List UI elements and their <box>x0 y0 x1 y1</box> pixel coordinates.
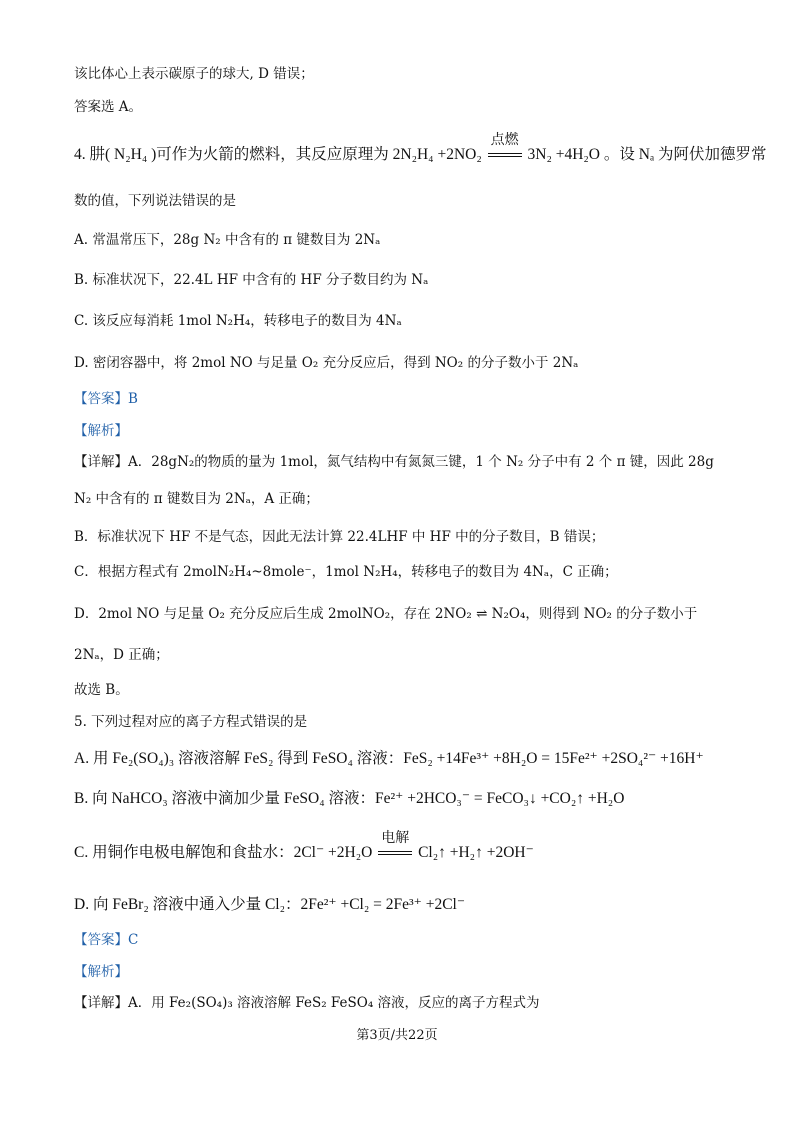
text-line: 数的值，下列说法错误的是 <box>74 193 236 209</box>
analysis-label: 【解析】 <box>74 423 128 439</box>
option-b: B. 标准状况下，22.4L HF 中含有的 HF 分子数目约为 Nₐ <box>74 272 429 288</box>
question-5-stem: 5. 下列过程对应的离子方程式错误的是 <box>74 714 308 730</box>
reaction-condition <box>376 831 414 863</box>
answer-label: 【答案】C <box>74 932 139 948</box>
option-c: C. 该反应每消耗 1mol N₂H₄，转移电子的数目为 4Nₐ <box>74 313 402 329</box>
text-line: D．2mol NO 与足量 O₂ 充分反应后生成 2molNO₂，存在 2NO₂ ⇌ N₂O₄，则得到 NO₂ 的分子数小于 <box>74 606 698 622</box>
text-line: 2Nₐ，D 正确； <box>74 647 169 663</box>
reaction-condition <box>486 133 524 165</box>
text-line: 该比体心上表示碳原子的球大, D 错误； <box>74 66 314 82</box>
option-a: A. 常温常压下，28g N₂ 中含有的 π 键数目为 2Nₐ <box>74 232 381 248</box>
option-d: D. 向 FeBr₂ 溶液中通入少量 Cl₂：2Fe²⁺ +Cl₂ = 2Fe³⁺ +2Cl⁻ <box>74 896 466 913</box>
text-segment: Cl₂↑ +H₂↑ +2OH⁻ <box>414 844 534 861</box>
equals-sign <box>488 153 522 157</box>
condition-label: 电解 <box>381 831 410 846</box>
text-segment: 4. 肼( N₂H₄ )可作为火箭的燃料，其反应原理为 2N₂H₄ +2NO₂ <box>74 146 486 163</box>
answer-label: 【答案】B <box>74 391 138 407</box>
option-b: B. 向 NaHCO₃ 溶液中滴加少量 FeSO₄ 溶液：Fe²⁺ +2HCO₃⁻ = FeCO₃↓ +CO₂↑ +H₂O <box>74 790 625 807</box>
equals-sign <box>378 851 412 855</box>
text-segment: 3N₂ +4H₂O 。设 Nₐ 为阿伏加德罗常 <box>523 146 767 163</box>
option-a: A. 用 Fe₂(SO₄)₃ 溶液溶解 FeS₂ 得到 FeSO₄ 溶液：FeS₂ +14Fe³⁺ +8H₂O = 15Fe²⁺ +2SO₄²⁻ +16H⁺ <box>74 750 704 767</box>
text-segment: C. 用铜作电极电解饱和食盐水：2Cl⁻ +2H₂O <box>74 844 377 861</box>
condition-label: 点燃 <box>490 133 519 148</box>
option-d: D. 密闭容器中，将 2mol NO 与足量 O₂ 充分反应后，得到 NO₂ 的分子数小于 2Nₐ <box>74 355 579 371</box>
option-c <box>74 831 534 863</box>
text-line: 答案选 A。 <box>74 99 143 115</box>
text-line: C．根据方程式有 2molN₂H₄~8mole⁻，1mol N₂H₄，转移电子的数目为 4Nₐ，C 正确； <box>74 564 618 580</box>
text-line: 【详解】A．用 Fe₂(SO₄)₃ 溶液溶解 FeS₂ FeSO₄ 溶液，反应的离子方程式为 <box>74 995 540 1011</box>
text-line: 故选 B。 <box>74 682 129 698</box>
text-line: B．标准状况下 HF 不是气态，因此无法计算 22.4LHF 中 HF 中的分子数目，B 错误； <box>74 529 605 545</box>
text-line: N₂ 中含有的 π 键数目为 2Nₐ，A 正确； <box>74 491 319 507</box>
text-line: 【详解】A．28gN₂的物质的量为 1mol，氮气结构中有氮氮三键，1 个 N₂ 分子中有 2 个 π 键，因此 28g <box>74 454 714 470</box>
analysis-label: 【解析】 <box>74 964 128 980</box>
page-footer: 第3页/共22页 <box>356 1028 438 1043</box>
question-4-stem <box>74 133 767 165</box>
